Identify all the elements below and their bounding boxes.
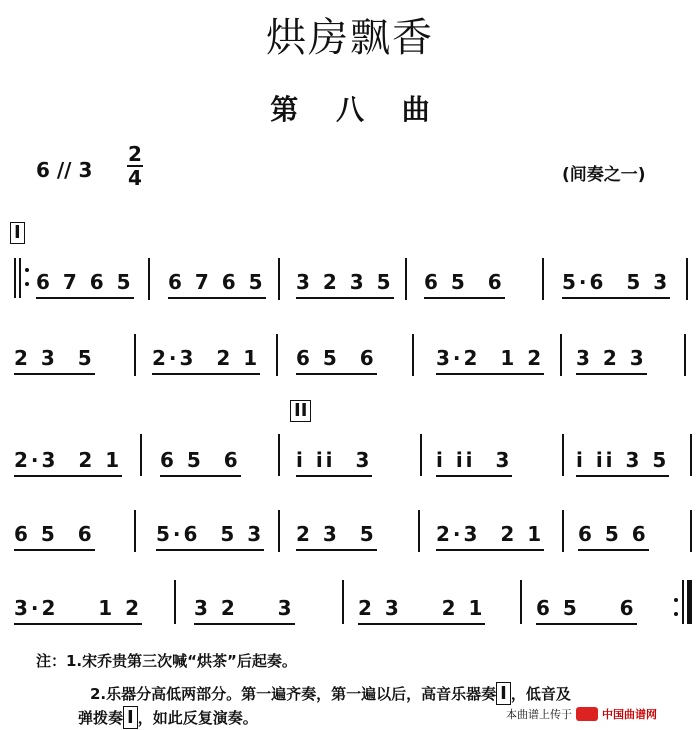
note-line-3: [78, 707, 258, 728]
site-logo-icon: [576, 707, 598, 721]
measure: i ii 3: [296, 448, 372, 472]
barline: [140, 434, 142, 476]
barline: [686, 258, 688, 300]
measure: 3·2 1 2: [14, 596, 142, 620]
measure: 6 7 6 5: [168, 270, 266, 294]
piece-subtitle: [0, 88, 700, 128]
barline: [562, 510, 564, 552]
section-marker-1: I: [10, 222, 25, 244]
time-signature: [127, 144, 143, 188]
page-title: 烘房飘香: [266, 15, 434, 61]
measure: 6 5 6: [578, 522, 649, 546]
measure: 5·6 5 3: [156, 522, 264, 546]
repeat-start-barline: [14, 258, 16, 298]
repeat-dot: [674, 598, 678, 602]
barline: [174, 580, 176, 624]
note-line-3-tail: ，如此反复演奏。: [137, 709, 258, 727]
subtitle-char-1: 第: [270, 93, 299, 126]
measure: 6 5 6: [424, 270, 505, 294]
measure: 6 7 6 5: [36, 270, 134, 294]
measure: 3 2 3: [576, 346, 647, 370]
measure: 3 2 3: [194, 596, 295, 620]
barline: [520, 580, 522, 624]
repeat-start-barline-thin: [19, 258, 21, 298]
repeat-dot: [674, 612, 678, 616]
section-note: (间奏之一): [562, 165, 646, 185]
barline: [542, 258, 544, 300]
time-signature-top: 2: [128, 142, 142, 166]
barline: [278, 258, 280, 300]
barline: [342, 580, 344, 624]
upload-text: 本曲谱上传于: [506, 708, 572, 721]
note-line-1: 注：1.宋乔贵第三次喊“烘茶”后起奏。: [36, 652, 297, 670]
barline: [412, 334, 414, 376]
measure: 6 5 6: [536, 596, 637, 620]
barline: [684, 334, 686, 376]
note-marker: I: [123, 706, 138, 729]
subtitle-char-3: 曲: [401, 93, 430, 126]
barline: [690, 510, 692, 552]
measure: 3 2 3 5: [296, 270, 394, 294]
measure: 6 5 6: [296, 346, 377, 370]
measure: 2·3 2 1: [152, 346, 260, 370]
note-line-2: [90, 683, 571, 704]
subtitle-char-2: 八: [335, 93, 364, 126]
barline: [690, 434, 692, 476]
barline: [276, 334, 278, 376]
measure: 2·3 2 1: [436, 522, 544, 546]
measure: 6 5 6: [160, 448, 241, 472]
barline: [278, 434, 280, 476]
repeat-end-barline-thin: [682, 580, 684, 624]
measure: 6 5 6: [14, 522, 95, 546]
barline: [405, 258, 407, 300]
section-marker-2: II: [290, 400, 311, 422]
measure: i ii 3: [436, 448, 512, 472]
measure: 2 3 5: [296, 522, 377, 546]
repeat-dot: [25, 282, 29, 286]
barline: [418, 510, 420, 552]
barline: [134, 510, 136, 552]
measure: 2 3 5: [14, 346, 95, 370]
time-signature-bottom: 4: [128, 166, 142, 190]
note-line-2-text: 2.乐器分高低两部分。第一遍齐奏，第一遍以后，高音乐器奏: [90, 685, 497, 703]
barline: [562, 434, 564, 476]
note-line-2-tail: ，低音及: [510, 685, 571, 703]
barline: [134, 334, 136, 376]
footer-watermark: [506, 706, 657, 722]
measure: 5·6 5 3: [562, 270, 670, 294]
measure: 3·2 1 2: [436, 346, 544, 370]
barline: [148, 258, 150, 300]
note-marker: I: [496, 682, 511, 705]
repeat-end-barline: [687, 580, 692, 624]
measure: i ii 3 5: [576, 448, 669, 472]
repeat-dot: [25, 268, 29, 272]
barline: [560, 334, 562, 376]
barline: [278, 510, 280, 552]
note-line-3-head: 弹拨奏: [78, 709, 124, 727]
key-signature: 6 // 3: [36, 158, 93, 182]
site-brand: 中国曲谱网: [602, 708, 657, 721]
measure: 2 3 2 1: [358, 596, 485, 620]
barline: [420, 434, 422, 476]
measure: 2·3 2 1: [14, 448, 122, 472]
